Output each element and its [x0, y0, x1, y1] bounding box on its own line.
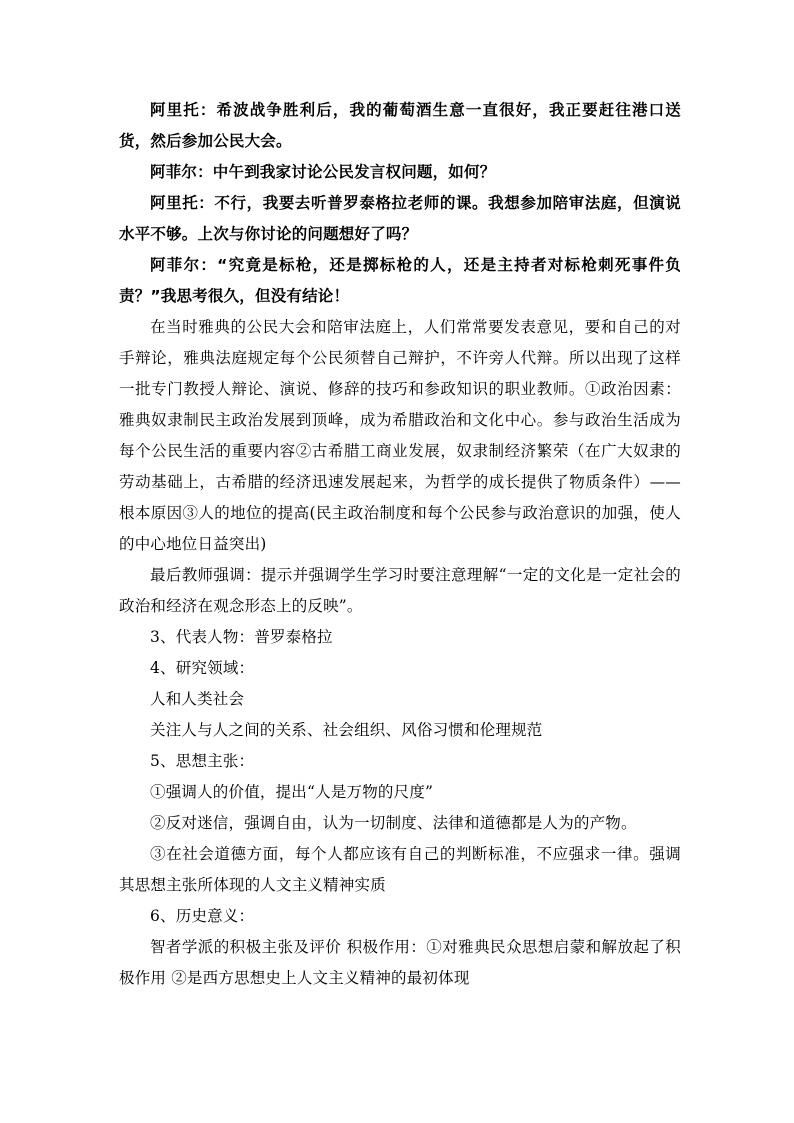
research-field-item: 关注人与人之间的关系、社会组织、风俗习惯和伦理规范	[150, 721, 543, 739]
section-ideas: 5、思想主张：	[150, 752, 255, 770]
idea-item: ②反对迷信，强调自由，认为一切制度、法律和道德都是人为的产物。	[150, 814, 637, 832]
dialogue-line: 阿里托：不行，我要去听普罗泰格拉老师的课。我想参加陪审法庭，但演说水平不够。上次与你讨论的问题想好了吗？	[119, 194, 681, 243]
idea-item: ①强调人的价值，提出“人是万物的尺度”	[150, 783, 434, 801]
section-significance: 6、历史意义：	[150, 907, 255, 925]
research-field-item: 人和人类社会	[150, 690, 245, 708]
teacher-emphasis-paragraph: 最后教师强调：提示并强调学生学习时要注意理解“一定的文化是一定社会的政治和经济在观念形态上的反映”。	[119, 566, 681, 615]
background-paragraph: 在当时雅典的公民大会和陪审法庭上，人们常常要发表意见，要和自己的对手辩论，雅典法庭规定每个公民须替自己辩护，不许旁人代辩。所以出现了这样一批专门教授人辩论、演说、修辞的技巧和参政知识的职业教师。①政治因素：雅典奴隶制民主政治发展到顶峰，成为希腊政治和文化中心。参与政治生活成为每个公民生活的重要内容②古希腊工商业发展，奴隶制经济繁荣（在广大奴隶的劳动基础上，古希腊的经济迅速发展起来，为哲学的成长提供了物质条件）——根本原因③人的地位的提高(民主政治制度和每个公民参与政治意识的加强，使人的中心地位日益突出)	[119, 318, 681, 553]
section-research-field: 4、研究领域：	[150, 659, 255, 677]
document-body	[119, 95, 681, 994]
idea-item: ③在社会道德方面，每个人都应该有自己的判断标准，不应强求一律。强调其思想主张所体现的人文主义精神实质	[119, 845, 681, 894]
significance-paragraph: 智者学派的积极主张及评价 积极作用：①对雅典民众思想启蒙和解放起了积极作用 ②是西方思想史上人文主义精神的最初体现	[119, 938, 681, 987]
dialogue-line: 阿菲尔：中午到我家讨论公民发言权问题，如何？	[150, 163, 496, 181]
dialogue-line: 阿菲尔：“究竟是标枪，还是掷标枪的人，还是主持者对标枪刺死事件负责？”我思考很久，但没有结论！	[119, 256, 681, 305]
section-representative: 3、代表人物：普罗泰格拉	[150, 628, 333, 646]
dialogue-line: 阿里托：希波战争胜利后，我的葡萄酒生意一直很好，我正要赶往港口送货，然后参加公民大会。	[119, 101, 681, 150]
